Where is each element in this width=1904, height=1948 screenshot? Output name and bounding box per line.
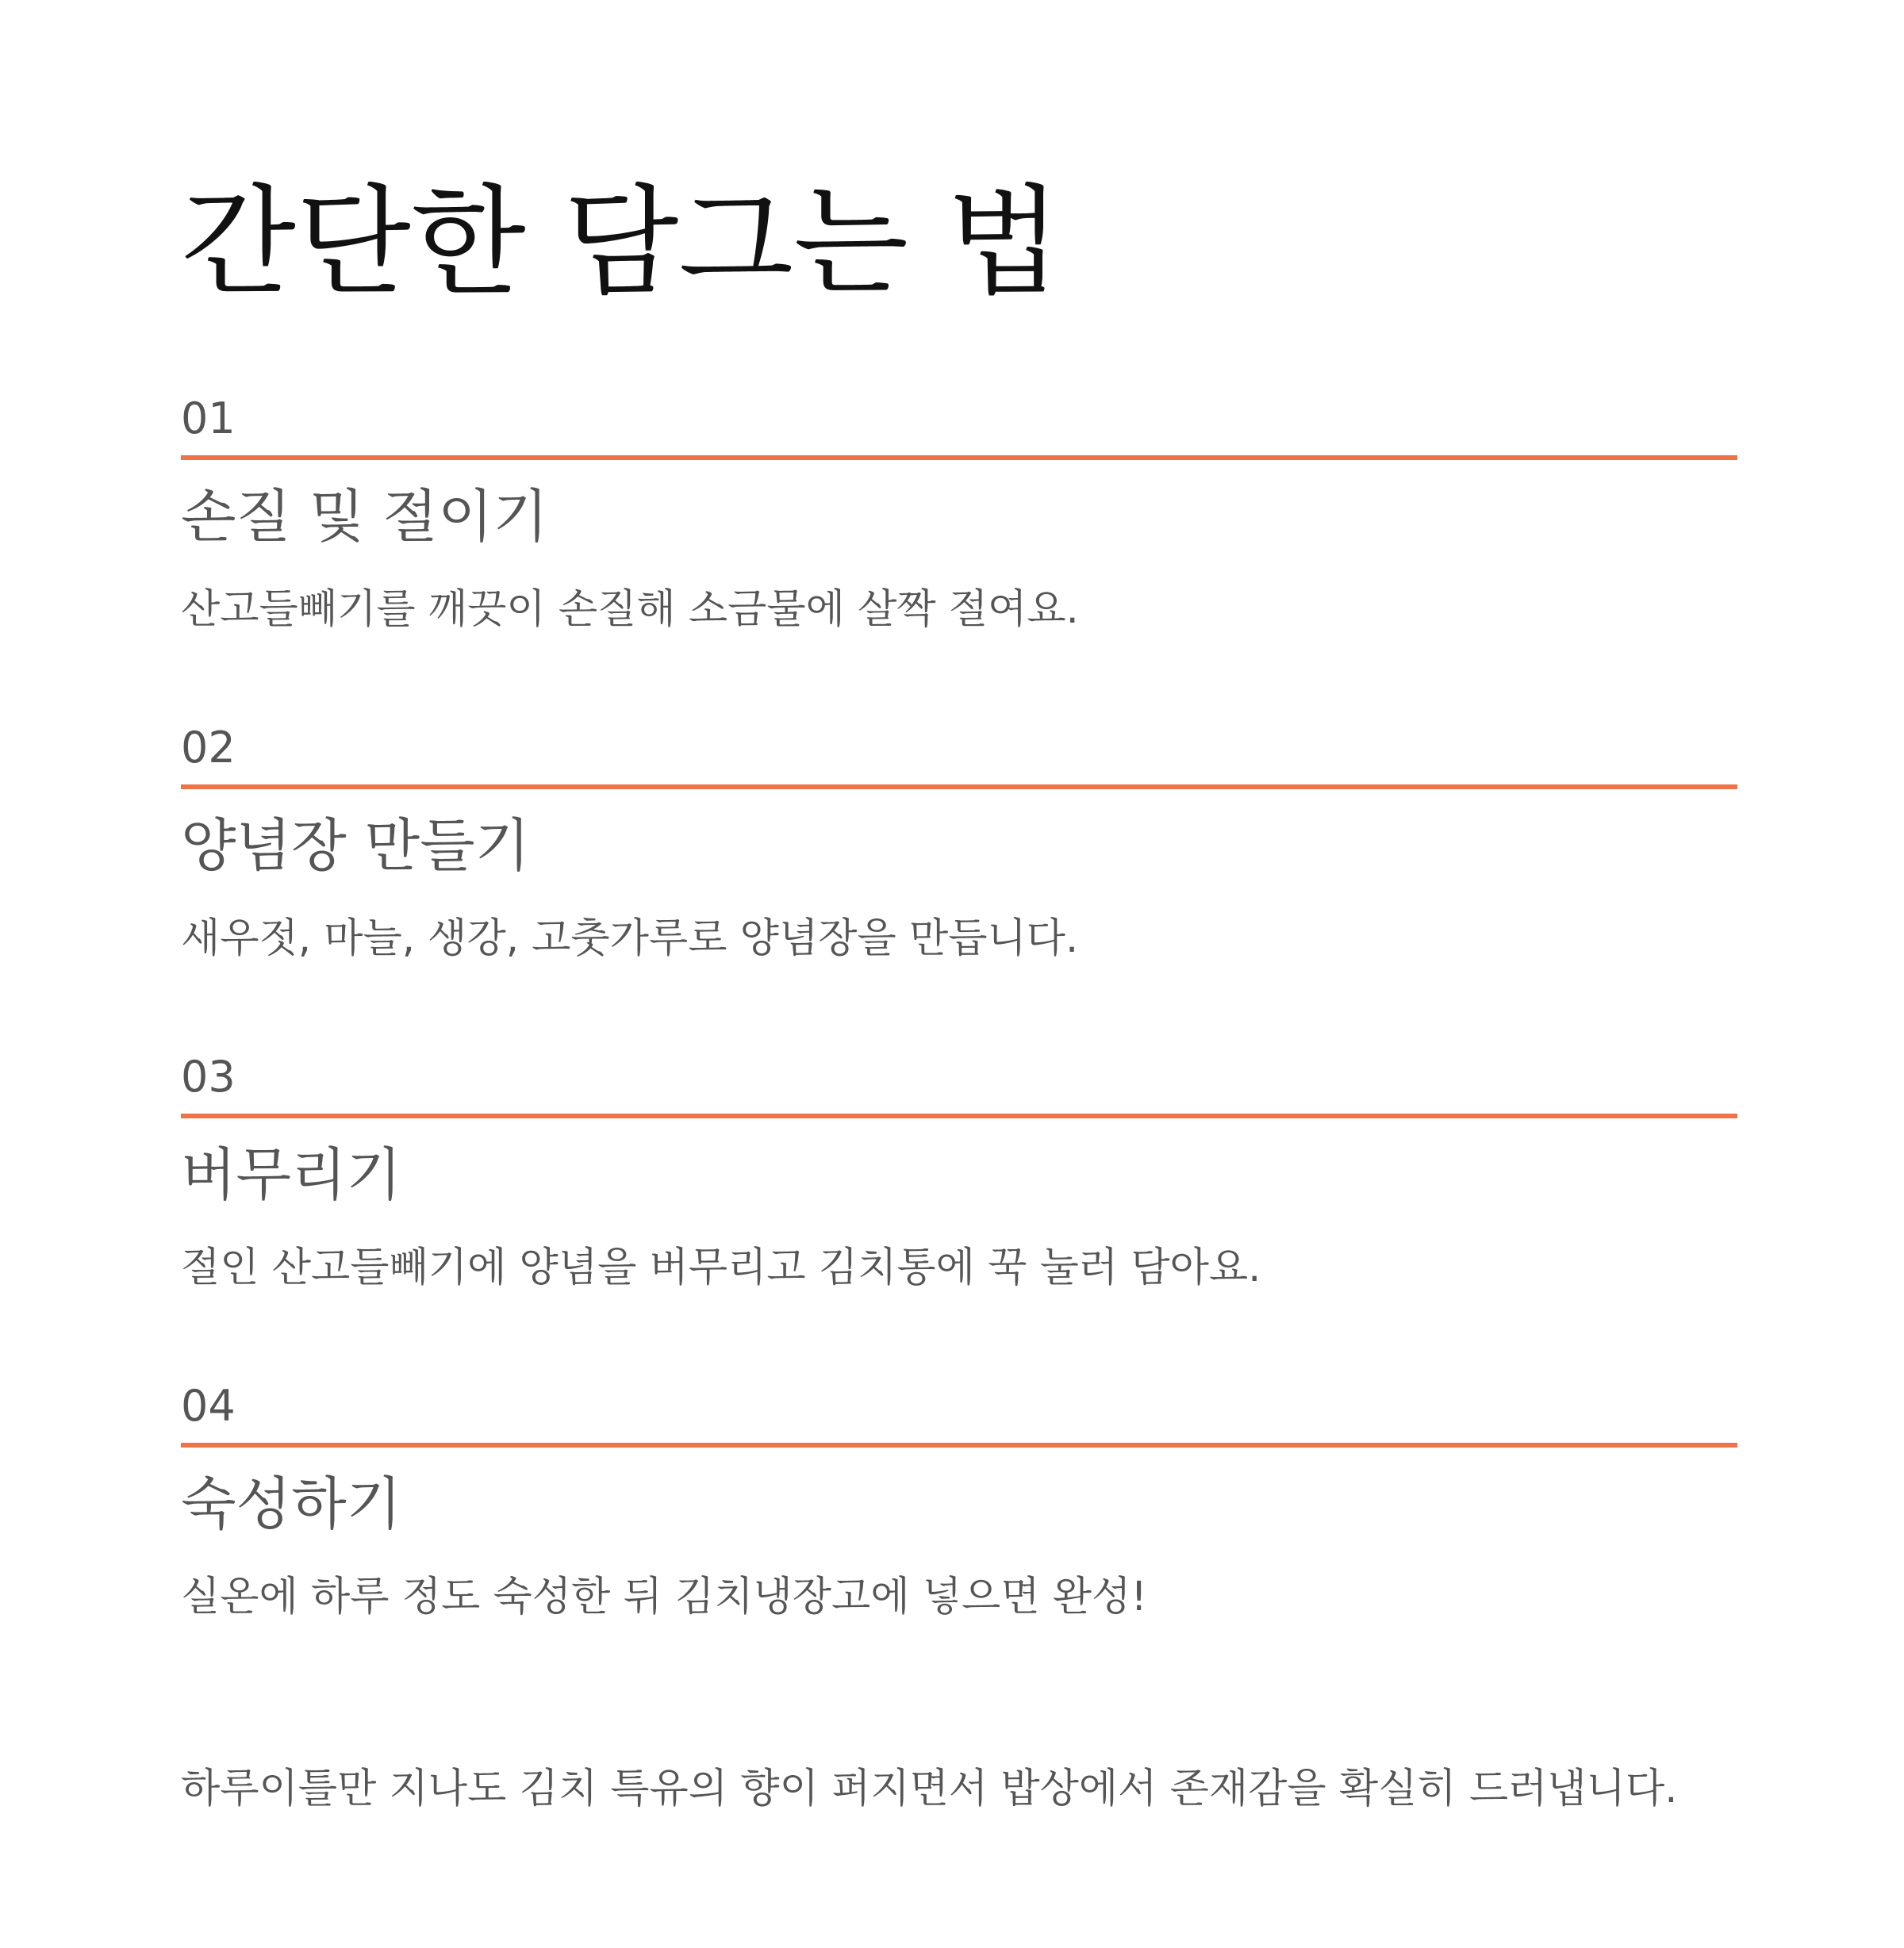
page-title: 간단한 담그는 법 <box>181 174 1061 312</box>
step-divider <box>181 784 1737 789</box>
step-description: 새우젓, 마늘, 생강, 고춧가루로 양념장을 만듭니다. <box>181 915 1079 962</box>
step-number: 04 <box>181 1381 236 1431</box>
step-divider <box>181 1114 1737 1118</box>
step-4 <box>181 1381 1737 1666</box>
step-description: 실온에 하루 정도 숙성한 뒤 김치냉장고에 넣으면 완성! <box>181 1574 1147 1620</box>
step-heading: 버무리기 <box>181 1141 402 1208</box>
step-heading: 숙성하기 <box>181 1471 402 1537</box>
step-1 <box>181 393 1737 679</box>
step-heading: 손질 및 절이기 <box>181 483 549 550</box>
step-number: 03 <box>181 1052 236 1102</box>
closing-note: 하루이틀만 지나도 김치 특유의 향이 퍼지면서 밥상에서 존재감을 확실히 드러냅니다. <box>181 1766 1678 1812</box>
step-number: 02 <box>181 723 236 773</box>
step-description: 산고들빼기를 깨끗이 손질해 소금물에 살짝 절여요. <box>181 586 1079 633</box>
step-description: 절인 산고들빼기에 양념을 버무리고 김치통에 꾹 눌러 담아요. <box>181 1244 1261 1291</box>
step-number: 01 <box>181 393 236 443</box>
step-2 <box>181 723 1737 1008</box>
step-3 <box>181 1052 1737 1337</box>
step-divider <box>181 1443 1737 1448</box>
step-heading: 양념장 만들기 <box>181 812 531 879</box>
step-divider <box>181 455 1737 460</box>
